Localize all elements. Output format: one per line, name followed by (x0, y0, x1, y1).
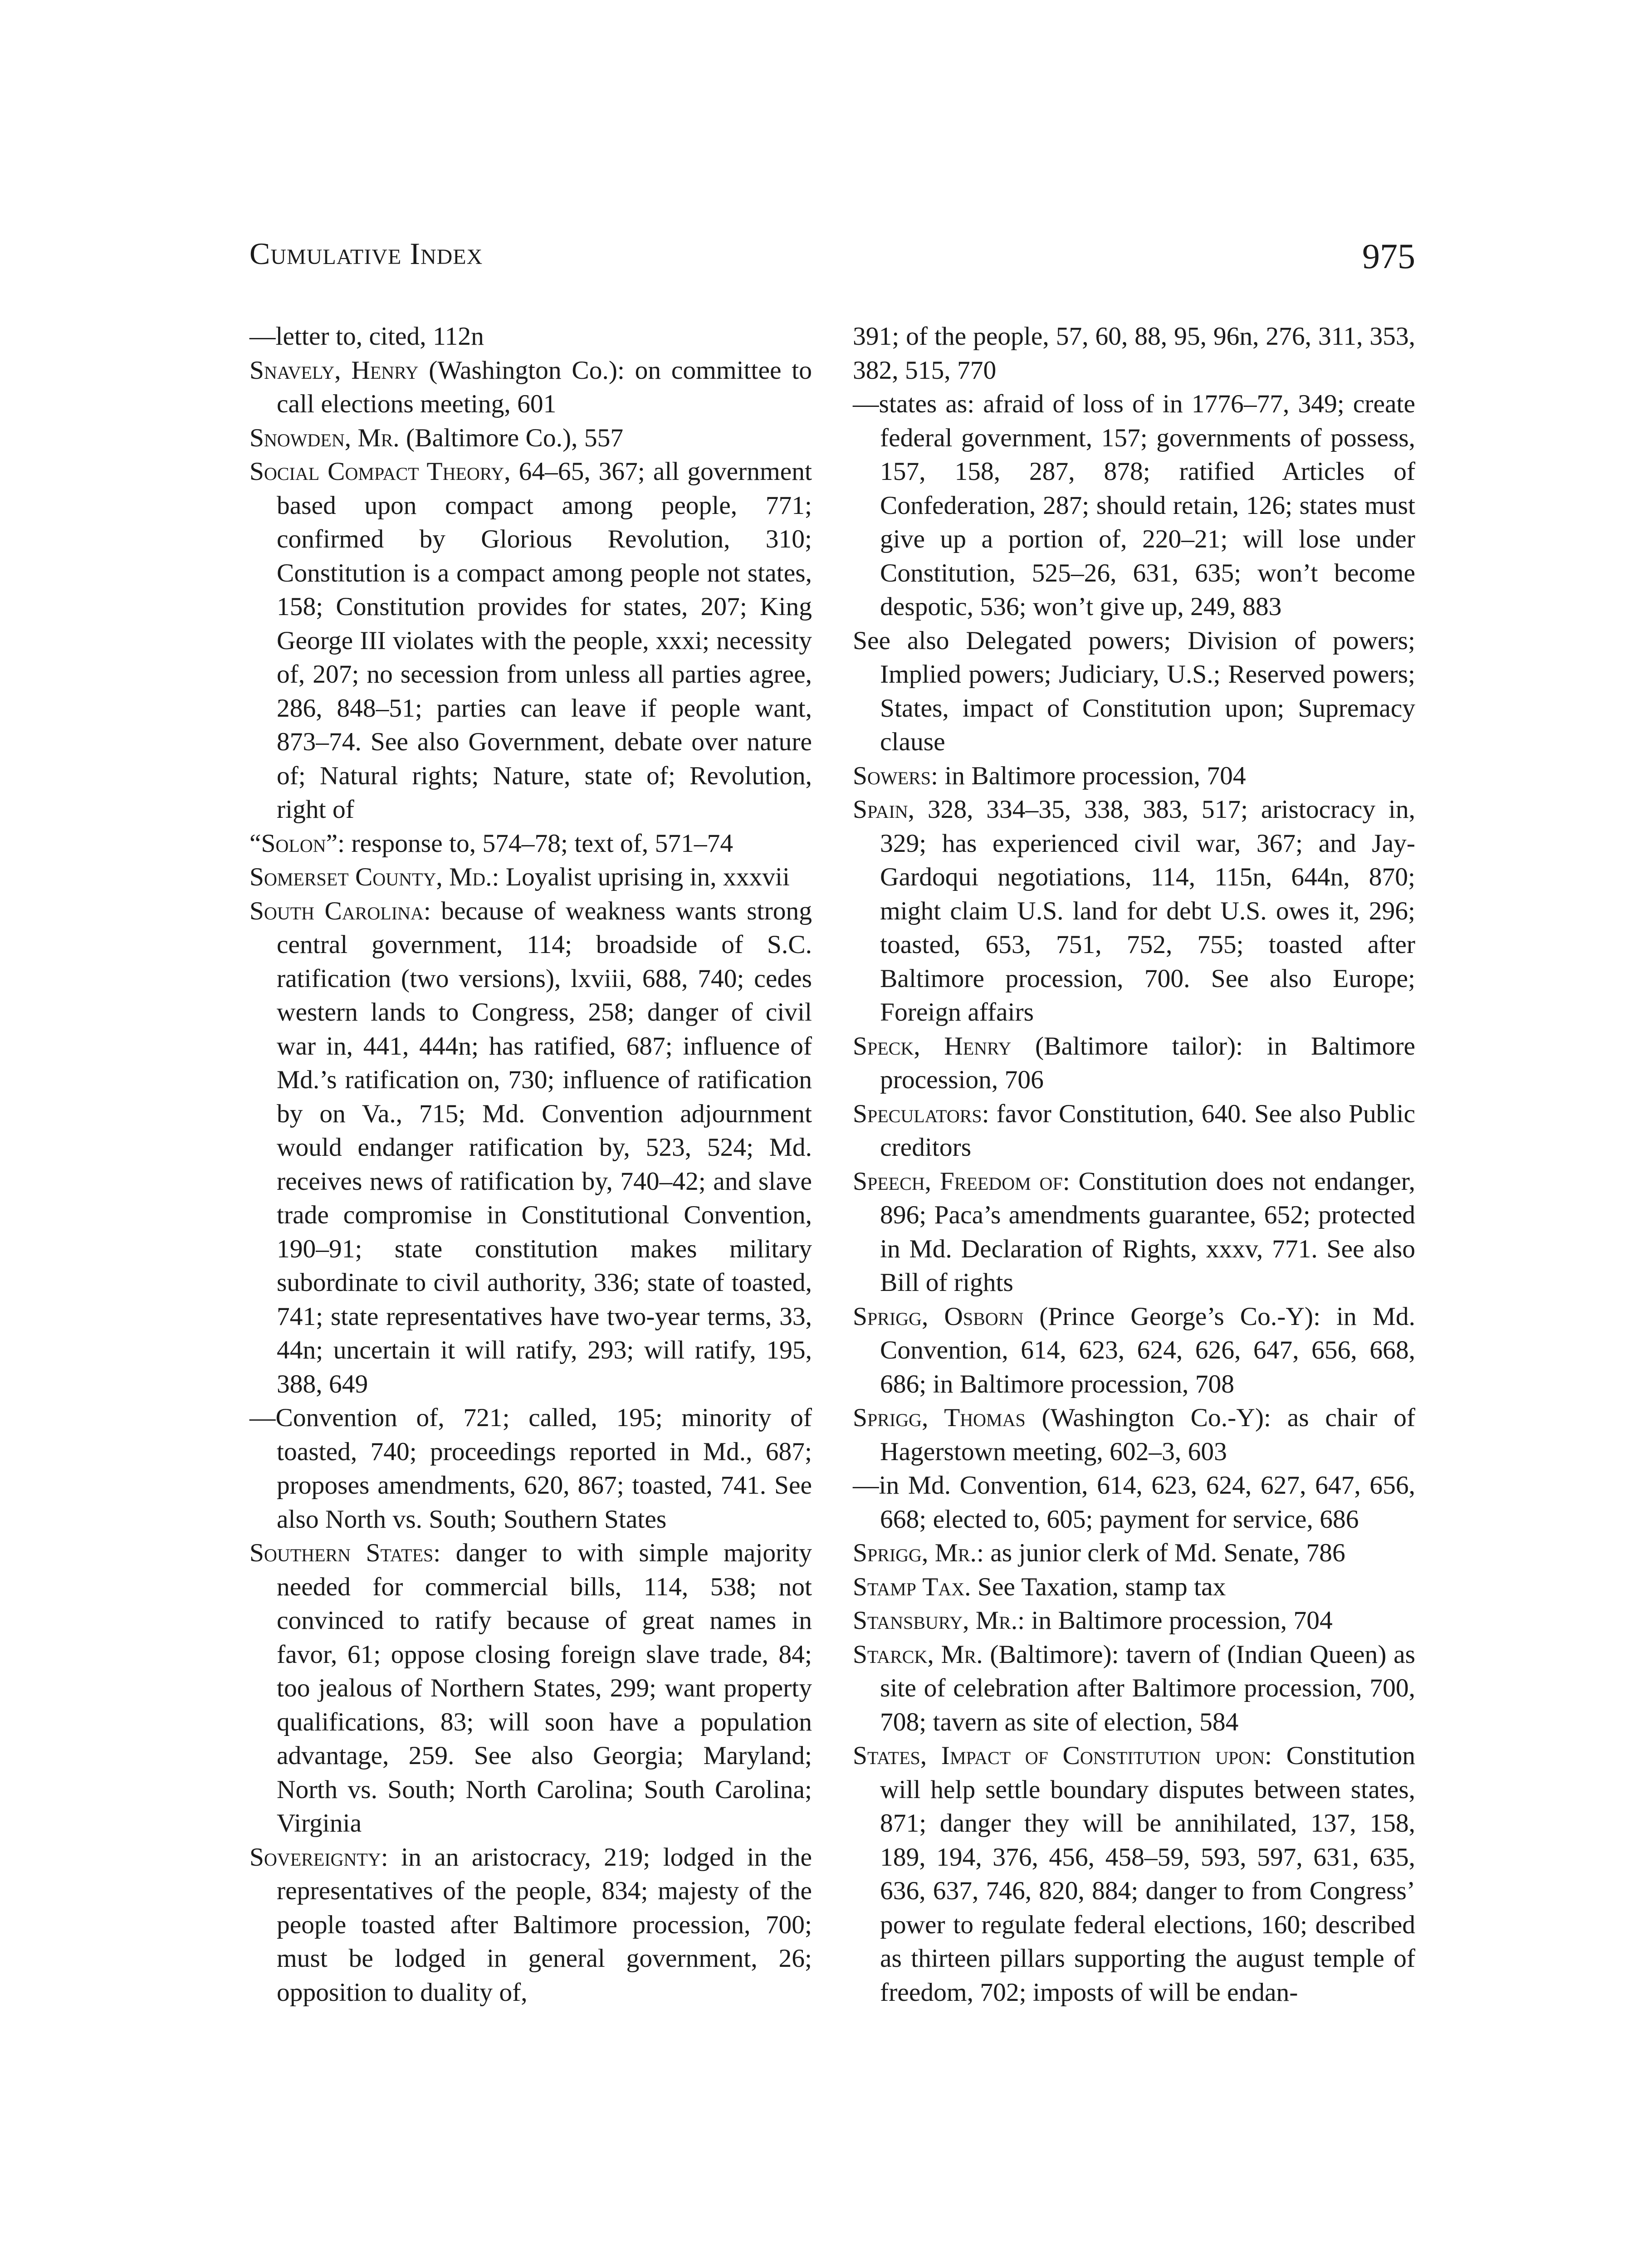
entry-text: —Convention of, 721; called, 195; minority of toasted, 740; proceedings reported in Md., 687; proposes amendments, 620, 867; toasted, 741. See also North vs. South; Southern States (249, 1403, 812, 1534)
entry-text: : in an aristocracy, 219; lodged in the representatives of the people, 834; majesty of the people toasted after Baltimore procession, 700; must be lodged in general government, 26; opposition to duality of, (277, 1843, 812, 2007)
index-column-left (249, 320, 812, 2009)
entry-heading: Sprigg, Thomas (853, 1403, 1026, 1432)
entry-heading: Sprigg, Mr. (853, 1539, 977, 1567)
entry-heading: Sowers (853, 761, 931, 790)
index-entry-continuation (853, 320, 1415, 387)
entry-text: (Baltimore Co.), 557 (399, 423, 624, 452)
entry-text: —states as: afraid of loss of in 1776–77, 349; create federal government, 157; governments of possess, 157, 158, 287, 878; ratified Articles of Confederation, 287; should retain, 126; states must give up a portion of, 220–21; will lose under Constitution, 525–26, 631, 635; won’t become despotic, 536; won’t give up, 249, 883 (853, 390, 1415, 621)
entry-text: : Constitution does not endanger, 896; Paca’s amendments guarantee, 652; protected in Md. Declaration of Rights, xxxv, 771. See also Bill of rights (880, 1167, 1415, 1297)
index-entry (853, 793, 1415, 1030)
entry-text: —in Md. Convention, 614, 623, 624, 627, 647, 656, 668; elected to, 605; payment for service, 686 (853, 1471, 1415, 1534)
entry-text: : in Baltimore procession, 704 (930, 761, 1246, 790)
entry-text: (Baltimore tailor): in Baltimore procession, 706 (880, 1031, 1415, 1094)
index-entry (853, 1604, 1415, 1638)
index-entry (853, 1536, 1415, 1570)
index-entry (853, 759, 1415, 793)
index-entry (853, 1165, 1415, 1300)
entry-text: : danger to with simple majority needed for commercial bills, 114, 538; not convinced to ratify because of great names in favor, 61; oppose closing foreign slave trade, 84; too jealous of Northern States, 299; want property qualifications, 83; will soon have a population advantage, 259. See also Georgia; Maryland; North vs. South; North Carolina; South Carolina; Virginia (277, 1539, 812, 1838)
entry-heading: Stansbury, Mr. (853, 1606, 1018, 1635)
entry-text: (Washington Co.): on committee to call elections meeting, 601 (277, 356, 812, 418)
index-entry (853, 624, 1415, 759)
index-entry (249, 1536, 812, 1841)
entry-heading: Snavely, Henry (249, 356, 419, 385)
entry-heading: Starck, Mr. (853, 1640, 983, 1669)
entry-heading: Southern States (249, 1539, 434, 1567)
entry-text: (Washington Co.-Y): as chair of Hagerstown meeting, 602–3, 603 (880, 1403, 1415, 1466)
entry-heading: South Carolina (249, 896, 424, 925)
index-entry (249, 455, 812, 827)
entry-heading: Speck, Henry (853, 1031, 1012, 1061)
index-entry (853, 387, 1415, 624)
entry-heading: “Solon” (249, 829, 338, 858)
entry-text: —letter to, cited, 112n (249, 322, 484, 351)
index-entry (249, 354, 812, 421)
entry-text: : response to, 574–78; text of, 571–74 (337, 829, 733, 858)
index-column-right (853, 320, 1415, 2009)
running-head: Cumulative Index (249, 236, 483, 271)
entry-heading: Spain (853, 795, 908, 824)
entry-text: : Loyalist uprising in, xxxvii (492, 863, 790, 891)
index-entry (249, 320, 812, 354)
index-entry (853, 1469, 1415, 1536)
index-entry (853, 1739, 1415, 2009)
entry-heading: States, Impact of Constitution upon (853, 1741, 1265, 1770)
entry-text: 391; of the people, 57, 60, 88, 95, 96n, 276, 311, 353, 382, 515, 770 (853, 322, 1415, 385)
entry-heading: Somerset County, Md. (249, 863, 492, 891)
entry-text: : because of weakness wants strong central government, 114; broadside of S.C. ratification (two versions), lxviii, 688, 740; cedes western lands to Congress, 258; danger of civil war in, 441, 444n; has ratified, 687; influence of Md.’s ratification on, 730; influence of ratification by on Va., 715; Md. Convention adjournment would endanger ratification by, 523, 524; Md. receives news of ratification by, 740–42; and slave trade compromise in Constitutional Convention, 190–91; state constitution makes military subordinate to civil authority, 336; state of toasted, 741; state representatives have two-year terms, 33, 44n; uncertain it will ratify, 293; will ratify, 195, 388, 649 (277, 896, 812, 1398)
entry-heading: Speculators (853, 1099, 982, 1128)
page-number: 975 (1362, 236, 1415, 276)
entry-text: (Baltimore): tavern of (Indian Queen) as site of celebration after Baltimore procession, 700, 708; tavern as site of election, 584 (880, 1640, 1415, 1736)
index-entry (853, 1570, 1415, 1604)
index-entry (853, 1401, 1415, 1469)
entry-heading: Snowden, Mr. (249, 423, 400, 452)
index-entry (249, 827, 812, 861)
index-entry (853, 1638, 1415, 1740)
entry-heading: Sovereignty (249, 1843, 381, 1872)
entry-heading: Sprigg, Osborn (853, 1302, 1024, 1331)
entry-text: : favor Constitution, 640. See also Public creditors (880, 1099, 1415, 1162)
entry-text: , 64–65, 367; all government based upon compact among people, 771; confirmed by Glorious Revolution, 310; Constitution is a compact among people not states, 158; Constitution provides for states, 207; King George III violates with the people, xxxi; necessity of, 207; no secession from unless all parties agree, 286, 848–51; parties can leave if people want, 873–74. See also Government, debate over nature of; Natural rights; Nature, state of; Revolution, right of (277, 457, 812, 824)
entry-text: , 328, 334–35, 338, 383, 517; aristocracy in, 329; has experienced civil war, 367; and Jay-Gardoqui negotiations, 114, 115n, 644n, 870; might claim U.S. land for debt U.S. owes it, 296; toasted, 653, 751, 752, 755; toasted after Baltimore procession, 700. See also Europe; Foreign affairs (880, 795, 1415, 1026)
index-entry (853, 1030, 1415, 1097)
entry-text: : as junior clerk of Md. Senate, 786 (976, 1539, 1345, 1567)
index-entry (249, 894, 812, 1402)
entry-heading: Social Compact Theory (249, 457, 504, 486)
entry-text: See also Delegated powers; Division of powers; Implied powers; Judiciary, U.S.; Reserved powers; States, impact of Constitution upon; Supremacy clause (853, 626, 1415, 756)
index-entry (853, 1300, 1415, 1402)
index-entry (853, 1097, 1415, 1165)
entry-heading: Stamp Tax (853, 1572, 965, 1601)
index-entry (249, 1401, 812, 1536)
index-entry (249, 421, 812, 455)
index-entry (249, 860, 812, 894)
entry-text: : Constitution will help settle boundary disputes between states, 871; danger they will be annihilated, 137, 158, 189, 194, 376, 456, 458–59, 593, 597, 631, 635, 636, 637, 746, 820, 884; danger to from Congress’ power to regulate federal elections, 160; described as thirteen pillars supporting the august temple of freedom, 702; imposts of will be endan- (880, 1741, 1415, 2007)
entry-text: . See Taxation, stamp tax (964, 1572, 1226, 1601)
entry-heading: Speech, Freedom of (853, 1167, 1063, 1196)
index-entry (249, 1841, 812, 2010)
page-header (249, 236, 1415, 290)
entry-text: (Prince George’s Co.-Y): in Md. Convention, 614, 623, 624, 626, 647, 656, 668, 686; in Baltimore procession, 708 (880, 1302, 1415, 1398)
entry-text: : in Baltimore procession, 704 (1017, 1606, 1333, 1635)
